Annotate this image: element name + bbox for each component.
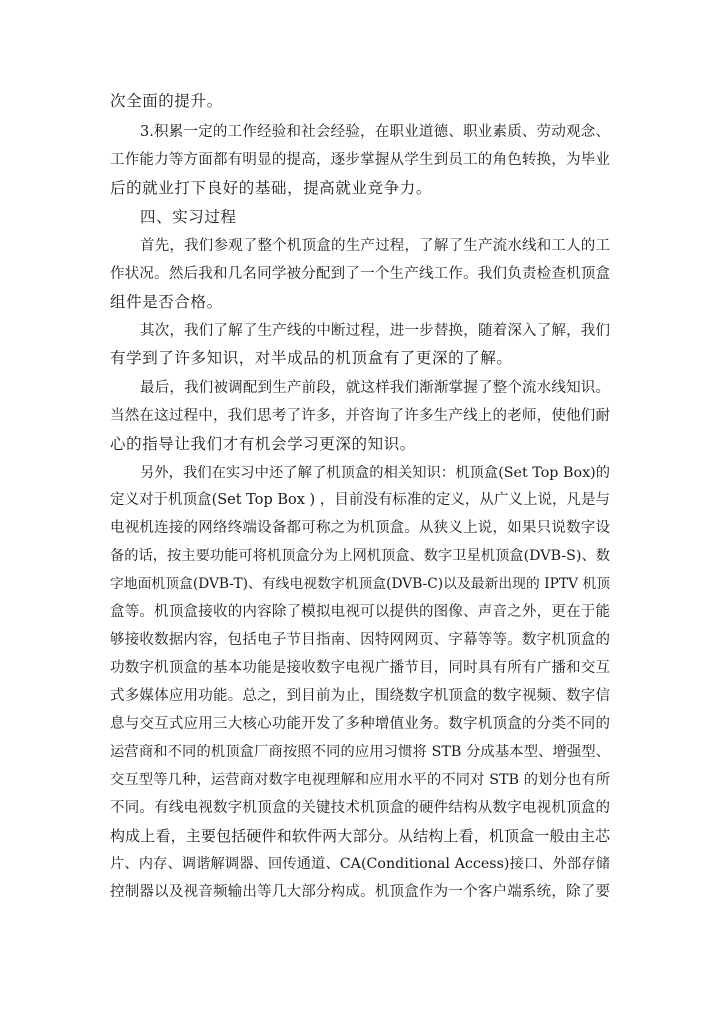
paragraph-line: 定义对于机顶盒(Set Top Box ) ，目前没有标准的定义，从广义上说，凡是与 [110,492,610,508]
paragraph-line: 3.积累一定的工作经验和社会经验，在职业道德、职业素质、劳动观念、 [140,124,610,140]
paragraph-line: 电视机连接的网络终端设备都可称之为机顶盒。从狭义上说，如果只说数字设 [110,520,610,536]
paragraph-line: 功数字机顶盒的基本功能是接收数字电视广播节目，同时具有所有广播和交互 [110,660,610,676]
paragraph-line: 另外，我们在实习中还了解了机顶盒的相关知识：机顶盒(Set Top Box)的 [140,465,610,481]
paragraph-line: 组件是否合格。 [110,293,223,311]
paragraph-line: 片、内存、调谐解调器、回传通道、CA(Conditional Access)接口、外部存储 [110,856,610,872]
paragraph-line: 盒等。机顶盒接收的内容除了模拟电视可以提供的图像、声音之外，更在于能 [110,604,610,620]
paragraph-line: 交互型等几种，运营商对数字电视理解和应用水平的不同对 STB 的划分也有所 [110,772,610,788]
paragraph-line: 运营商和不同的机顶盒厂商按照不同的应用习惯将 STB 分成基本型、增强型、 [110,744,610,760]
paragraph-line: 字地面机顶盒(DVB-T)、有线电视数字机顶盒(DVB-C)以及最新出现的 IPTV 机顶 [110,576,610,592]
paragraph-line: 不同。有线电视数字机顶盒的关键技术机顶盒的硬件结构从数字电视机顶盒的 [110,800,610,816]
paragraph-line: 首先，我们参观了整个机顶盒的生产过程，了解了生产流水线和工人的工 [140,238,610,254]
paragraph-line: 后的就业打下良好的基础，提高就业竞争力。 [110,179,433,197]
paragraph-line: 式多媒体应用功能。总之，到目前为止，围绕数字机顶盒的数字视频、数字信 [110,688,610,704]
paragraph-line: 其次，我们了解了生产线的中断过程，进一步替换，随着深入了解，我们 [140,323,610,339]
paragraph-line: 够接收数据内容，包括电子节目指南、因特网网页、字幕等等。数字机顶盒的 [110,632,610,648]
paragraph-line: 构成上看，主要包括硬件和软件两大部分。从结构上看，机顶盒一般由主芯 [110,827,610,845]
paragraph-line: 心的指导让我们才有机会学习更深的知识。 [110,435,416,453]
paragraph-line: 次全面的提升。 [110,92,223,110]
paragraph-line: 作状况。然后我和几名同学被分配到了一个生产线工作。我们负责检查机顶盒 [110,266,610,282]
paragraph-line: 当然在这过程中，我们思考了许多，并咨询了许多生产线上的老师，使他们耐 [110,408,610,424]
paragraph-line: 息与交互式应用三大核心功能开发了多种增值业务。数字机顶盒的分类不同的 [110,716,610,732]
paragraph-line: 工作能力等方面都有明显的提高，逐步掌握从学生到员工的角色转换，为毕业 [110,152,610,168]
section-heading: 四、实习过程 [140,208,237,226]
paragraph-line: 控制器以及视音频输出等几大部分构成。机顶盒作为一个客户端系统，除了要 [110,884,610,900]
paragraph-line: 最后，我们被调配到生产前段，就这样我们渐渐掌握了整个流水线知识。 [140,380,610,396]
paragraph-line: 备的话，按主要功能可将机顶盒分为上网机顶盒、数字卫星机顶盒(DVB-S)、数 [110,548,610,564]
paragraph-line: 有学到了许多知识，对半成品的机顶盒有了更深的了解。 [110,349,513,367]
